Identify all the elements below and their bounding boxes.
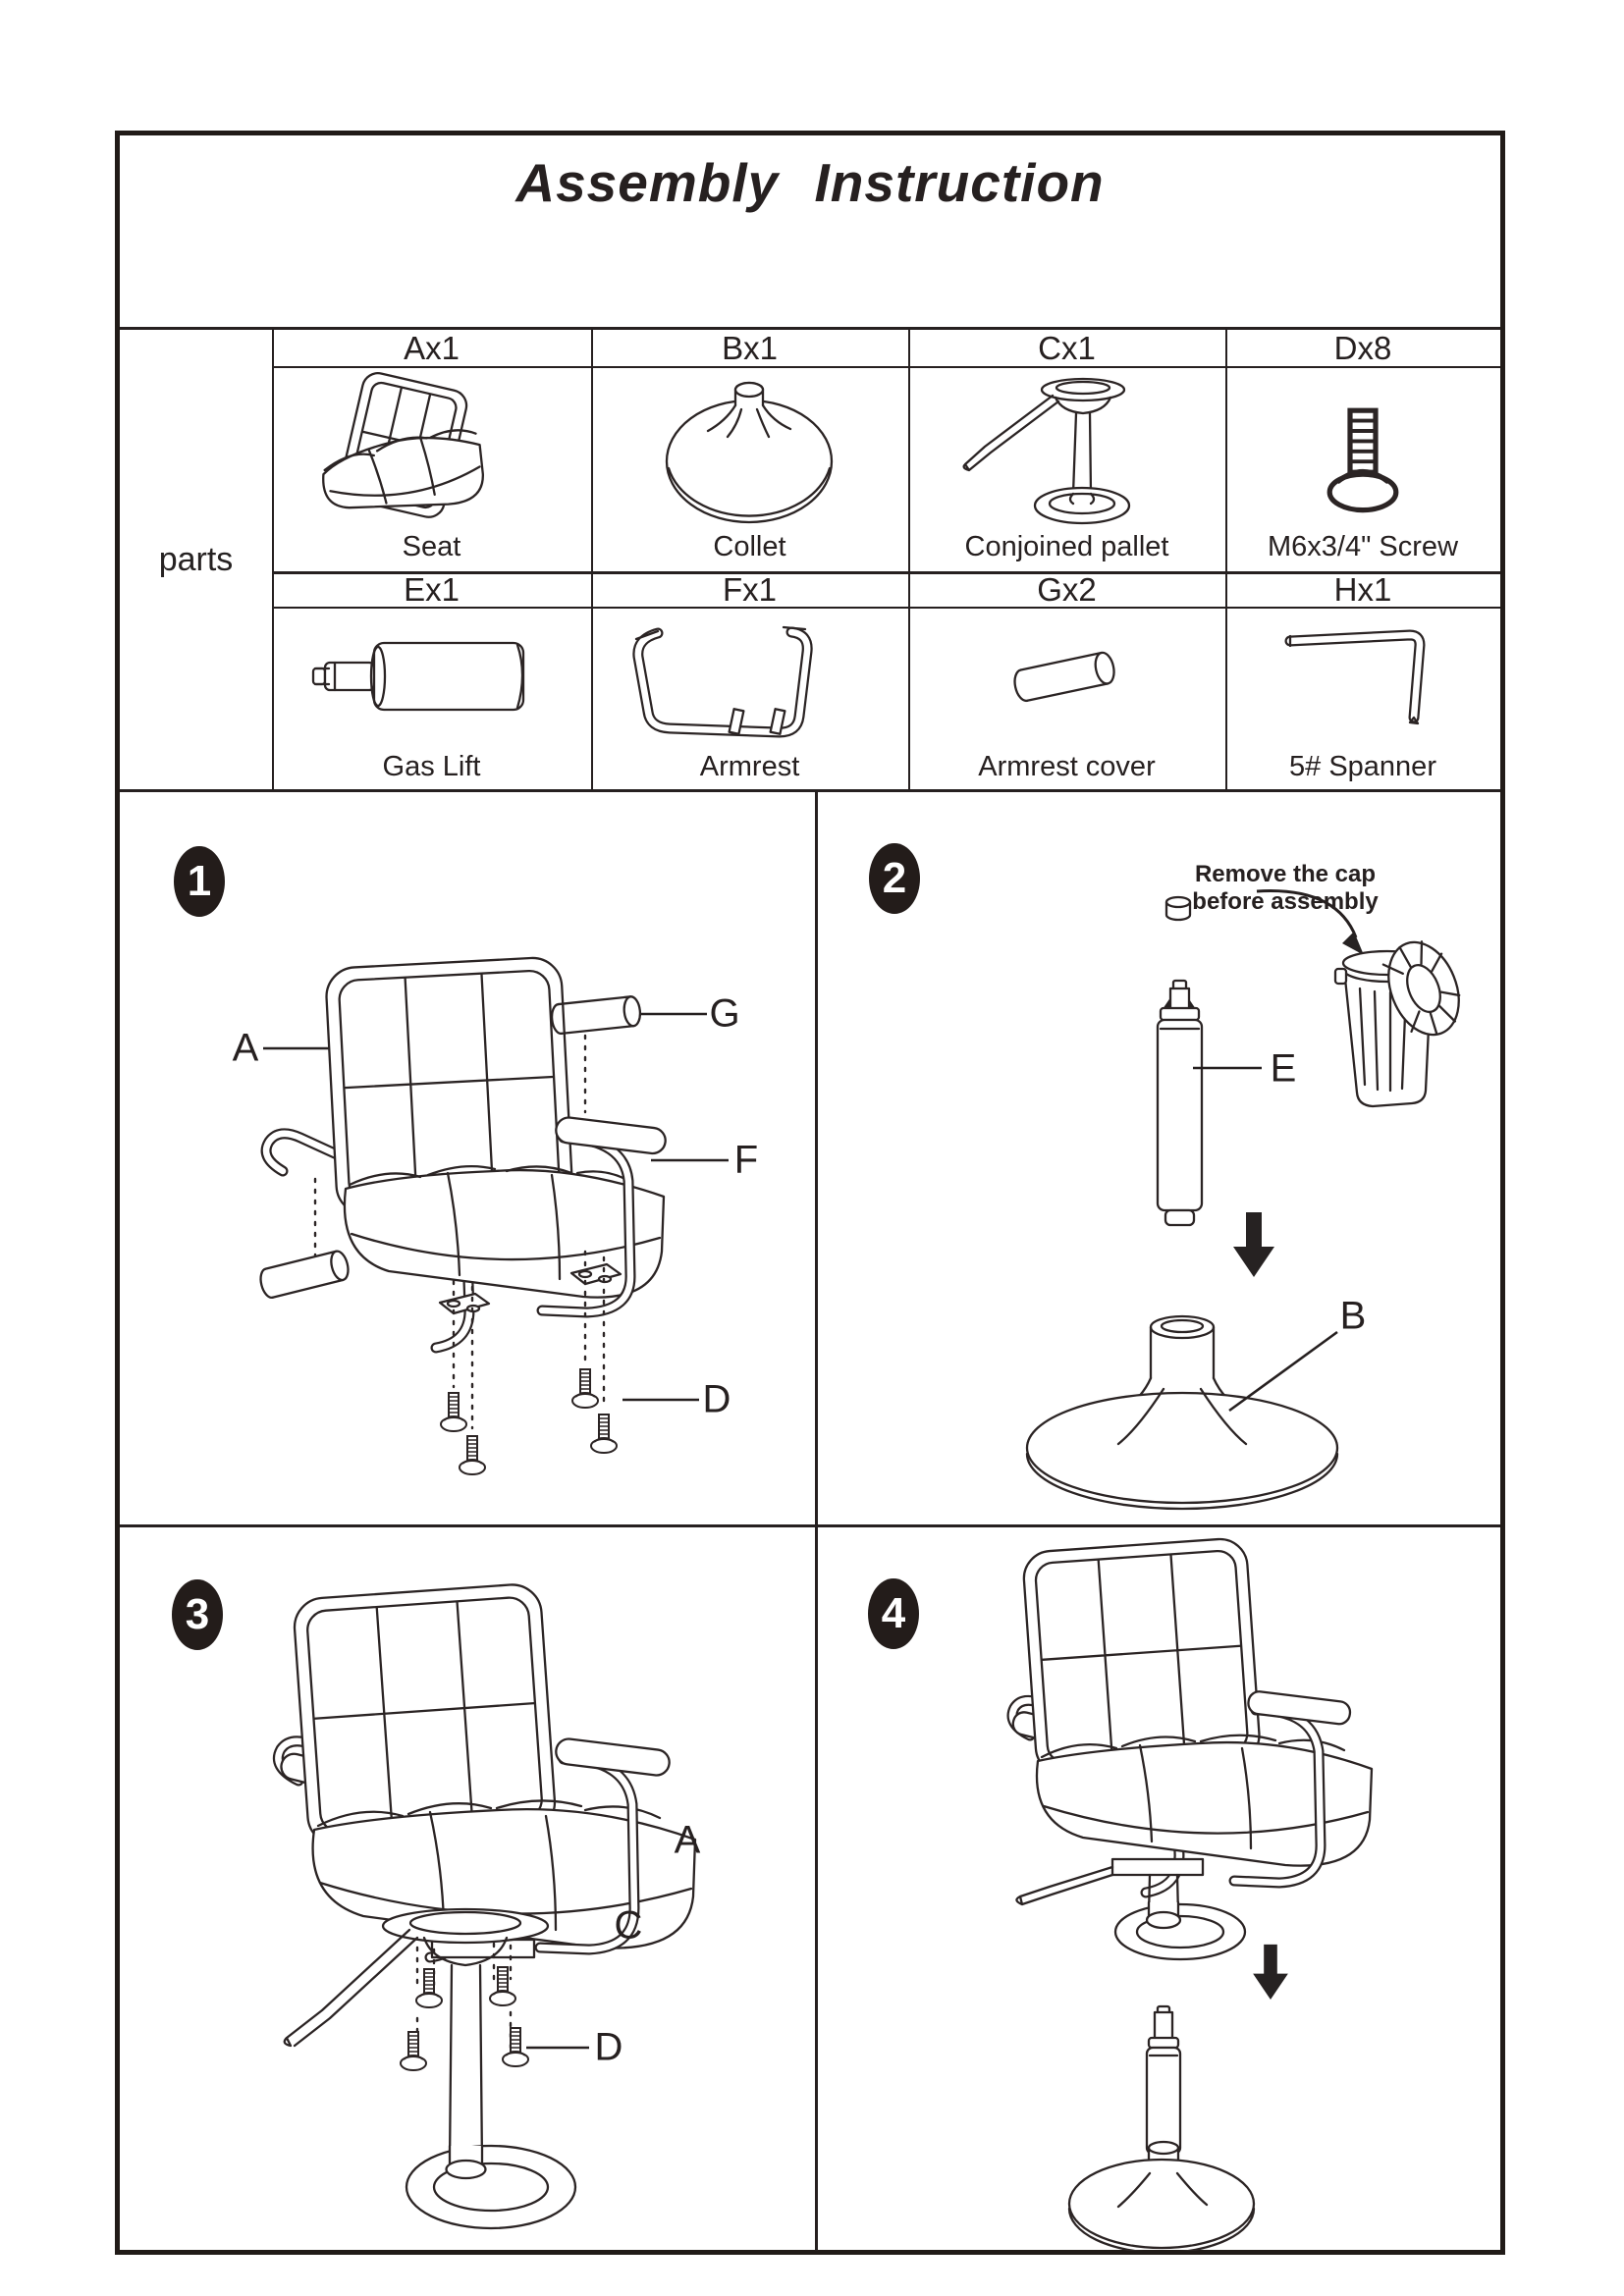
part-name-gaslift: Gas Lift (382, 751, 481, 782)
step-4-panel (818, 1527, 1500, 2251)
step-4-number: 4 (868, 1578, 919, 1649)
part-code-g: Gx2 (1037, 571, 1097, 608)
seat-part-drawing (272, 368, 591, 527)
step-2-panel (818, 792, 1500, 1524)
step-3-diagram (120, 1527, 815, 2251)
step-3-label-d: D (594, 2025, 623, 2069)
part-code-b: Bx1 (722, 330, 778, 366)
part-name-screw: M6x3/4" Screw (1267, 531, 1459, 562)
step-1-label-g: G (709, 991, 740, 1036)
step-3-number: 3 (172, 1579, 223, 1650)
step-3-panel (120, 1527, 815, 2251)
step-3-label-c: C (614, 1903, 643, 1948)
step-1-label-f: F (733, 1138, 759, 1182)
step-2-label-b: B (1339, 1294, 1367, 1338)
assembly-steps (120, 792, 1500, 2251)
step-3-label-a: A (674, 1818, 701, 1862)
part-code-a: Ax1 (404, 330, 460, 366)
part-name-seat: Seat (402, 531, 461, 562)
part-name-armrest-cover: Armrest cover (978, 751, 1156, 782)
page-title: Assembly Instruction (515, 152, 1105, 213)
part-code-e: Ex1 (404, 571, 460, 608)
document-frame (115, 131, 1505, 2255)
part-code-h: Hx1 (1333, 571, 1392, 608)
step-2-label-e: E (1270, 1046, 1297, 1091)
step-1-panel (120, 792, 815, 1524)
spanner-part-drawing (1225, 612, 1500, 743)
armrest-cover-part-drawing (908, 612, 1225, 743)
collet-part-drawing (591, 368, 908, 527)
step-4-diagram (818, 1527, 1500, 2251)
step-1-number: 1 (174, 846, 225, 917)
parts-table (120, 327, 1500, 792)
step-1-label-d: D (702, 1377, 731, 1421)
part-code-c: Cx1 (1038, 330, 1096, 366)
note-line-1: Remove the cap (1194, 861, 1377, 887)
screw-part-drawing (1225, 368, 1500, 527)
part-code-d: Dx8 (1333, 330, 1392, 366)
armrest-part-drawing (591, 612, 908, 743)
part-name-collet: Collet (713, 531, 786, 562)
step-2-number: 2 (869, 843, 920, 914)
step-1-label-a: A (232, 1026, 259, 1070)
part-name-armrest: Armrest (699, 751, 800, 782)
part-code-f: Fx1 (722, 571, 777, 608)
pallet-part-drawing (908, 368, 1225, 527)
gaslift-part-drawing (272, 612, 591, 743)
part-name-spanner: 5# Spanner (1289, 751, 1436, 782)
parts-column-label: parts (158, 540, 234, 578)
step-2-note (1158, 861, 1413, 916)
note-line-2: before assembly (1192, 888, 1379, 915)
part-name-pallet: Conjoined pallet (964, 531, 1169, 562)
